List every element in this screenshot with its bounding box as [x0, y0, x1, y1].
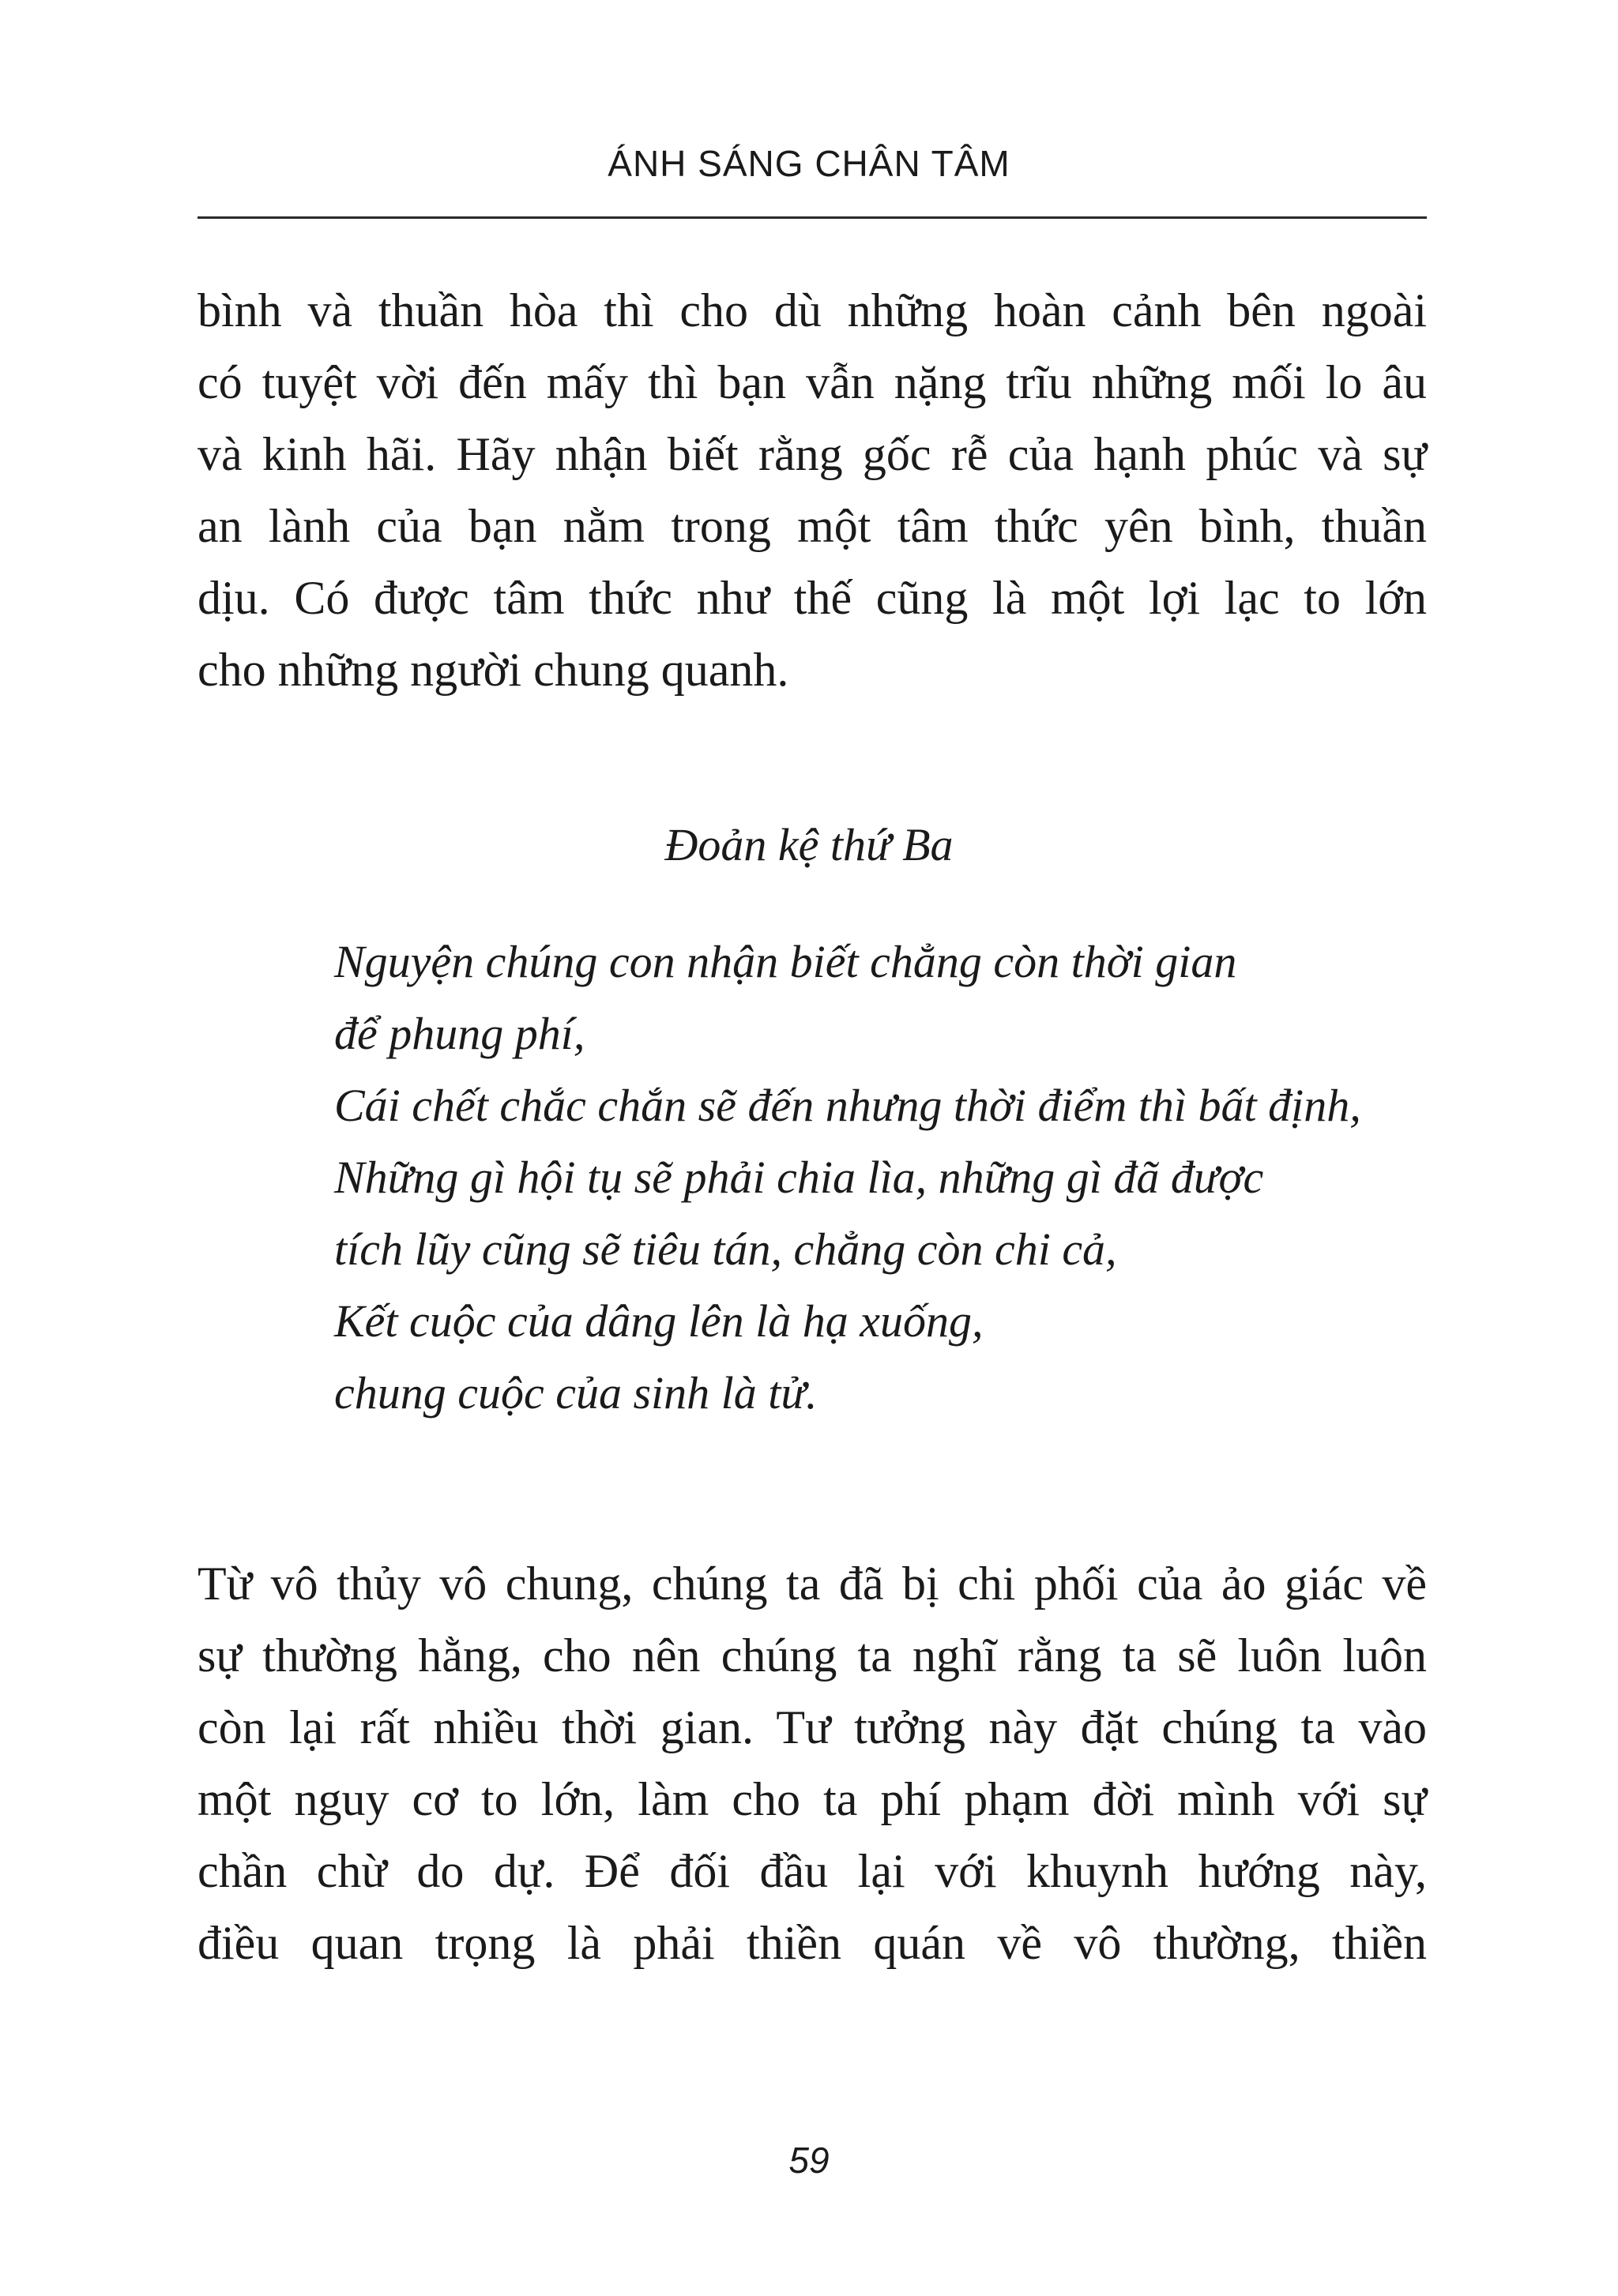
page-number: 59 — [788, 2140, 830, 2181]
verse-line: tích lũy cũng sẽ tiêu tán, chẳng còn chi cả, — [334, 1223, 1117, 1275]
verse-line: Cái chết chắc chắn sẽ đến nhưng thời điểm thì bất định, — [334, 1080, 1361, 1131]
paragraph-line: và kinh hãi. Hãy nhận biết rằng gốc rễ của hạnh phúc và sự — [198, 428, 1427, 480]
paragraph-line: bình và thuần hòa thì cho dù những hoàn cảnh bên ngoài — [198, 284, 1427, 336]
body-paragraph-2 — [198, 1548, 1427, 1979]
verse-line: để phung phí, — [334, 1008, 585, 1059]
paragraph-line: cho những người chung quanh. — [198, 644, 789, 696]
paragraph-line: sự thường hằng, cho nên chúng ta nghĩ rằng ta sẽ luôn luôn — [198, 1629, 1427, 1682]
verse-line: Nguyện chúng con nhận biết chẳng còn thời gian — [334, 936, 1237, 987]
paragraph-line: an lành của bạn nằm trong một tâm thức yên bình, thuần — [198, 500, 1427, 552]
paragraph-line: Từ vô thủy vô chung, chúng ta đã bị chi phối của ảo giác về — [198, 1558, 1427, 1610]
paragraph-line: điều quan trọng là phải thiền quán về vô thường, thiền — [198, 1917, 1427, 1969]
verse-title: Đoản kệ thứ Ba — [664, 819, 954, 870]
verse-line: Kết cuộc của dâng lên là hạ xuống, — [334, 1295, 984, 1347]
running-head-title: ÁNH SÁNG CHÂN TÂM — [608, 143, 1010, 184]
body-paragraph-1 — [198, 275, 1427, 706]
paragraph-line: dịu. Có được tâm thức như thế cũng là một lợi lạc to lớn — [198, 572, 1427, 624]
verse-block — [334, 926, 1456, 1429]
paragraph-line: một nguy cơ to lớn, làm cho ta phí phạm đời mình với sự — [198, 1773, 1427, 1825]
paragraph-line: còn lại rất nhiều thời gian. Tư tưởng này đặt chúng ta vào — [198, 1701, 1427, 1753]
paragraph-line: chần chừ do dự. Để đối đầu lại với khuynh hướng này, — [198, 1845, 1427, 1897]
verse-line: chung cuộc của sinh là tử. — [334, 1367, 818, 1419]
header-rule — [198, 216, 1427, 219]
paragraph-line: có tuyệt vời đến mấy thì bạn vẫn nặng trĩu những mối lo âu — [198, 356, 1427, 408]
verse-line: Những gì hội tụ sẽ phải chia lìa, những gì đã được — [334, 1152, 1264, 1203]
